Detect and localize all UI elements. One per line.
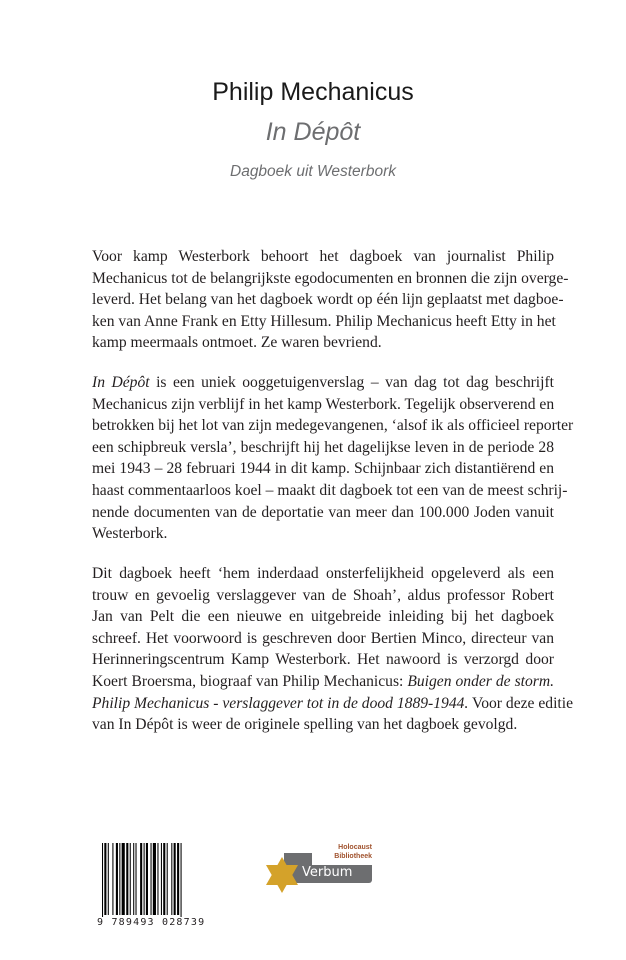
barcode-bar	[102, 843, 103, 919]
paragraph-2	[92, 372, 574, 545]
barcode-bar	[161, 843, 162, 915]
logo-name: Verbum	[302, 865, 353, 880]
text-line: van In Dépôt is weer de originele spelling van het dagboek gevolgd.	[92, 716, 518, 734]
barcode-bar	[126, 843, 128, 915]
paragraph-3	[92, 563, 573, 736]
barcode-bar	[177, 843, 179, 915]
barcode-bar	[167, 843, 168, 915]
barcode-bar	[174, 843, 176, 915]
author-name: Philip Mechanicus	[212, 78, 414, 106]
logo-line1: Holocaust	[338, 844, 372, 851]
book-title: In Dépôt	[265, 118, 361, 146]
text-line: Mechanicus tot de belangrijkste egodocumenten en bronnen die zijn overge-	[92, 269, 569, 287]
barcode-bar	[133, 843, 134, 915]
barcode-bar	[119, 843, 120, 915]
isbn-number: 9 789493 028739	[97, 917, 206, 928]
text-line	[92, 671, 554, 693]
star-icon	[262, 855, 302, 895]
logo-line2: Bibliotheek	[334, 853, 372, 860]
barcode-bar	[135, 843, 136, 915]
text-line: kamp meermaals ontmoet. Ze waren bevriend.	[92, 334, 382, 352]
book-subtitle: Dagboek uit Westerbork	[230, 163, 396, 180]
barcode-bar	[112, 843, 113, 915]
text-line: Herinneringscentrum Kamp Westerbork. Het nawoord is verzorgd door	[92, 651, 554, 669]
text-line: mei 1943 – 28 februari 1944 in dit kamp. Schijnbaar zich distantiërend en	[92, 460, 554, 478]
text-line: leverd. Het belang van het dagboek wordt op één lijn geplaatst met dagboe-	[92, 291, 564, 309]
text-line: Dit dagboek heeft ‘hem inderdaad onsterfelijkheid opgeleverd als een	[92, 565, 554, 582]
barcode-bar	[108, 843, 109, 915]
barcode-bar	[140, 843, 142, 915]
italic-title: In Dépôt	[92, 374, 150, 391]
text-line: betrokken bij het lot van zijn medegevangenen, ‘alsof ik als officieel reporter	[92, 417, 574, 435]
barcode	[96, 843, 206, 928]
barcode-bar	[130, 843, 131, 915]
text-line: nende documenten van de deportatie van meer dan 100.000 Joden vanuit	[92, 503, 554, 521]
italic-title: Philip Mechanicus - verslaggever tot in de dood 1889-1944.	[92, 694, 469, 712]
text-span: Koert Broersma, biograaf van Philip Mechanicus:	[92, 672, 408, 690]
barcode-bar	[151, 843, 152, 915]
text-line: Jan van Pelt die een nieuwe en uitgebreide inleiding bij het dagboek	[92, 608, 554, 626]
text-line: trouw en gevoelig verslaggever van de Shoah’, aldus professor Robert	[92, 586, 554, 604]
barcode-bar	[116, 843, 118, 915]
barcode-bar	[181, 843, 182, 919]
barcode-bar	[163, 843, 165, 915]
text-line	[92, 372, 554, 394]
text-line: een schipbreuk versla’, beschrijft hij het dagelijkse leven in de periode 28	[92, 438, 554, 456]
barcode-bar	[144, 843, 145, 915]
italic-title: Buigen onder de storm.	[407, 672, 554, 690]
paragraph-1	[92, 246, 569, 354]
text-line: ken van Anne Frank en Etty Hillesum. Philip Mechanicus heeft Etty in het	[92, 312, 556, 330]
text-line	[92, 693, 573, 715]
text-span: Voor deze editie	[468, 694, 573, 712]
barcode-bar	[171, 843, 172, 915]
text-line: Westerbork.	[92, 525, 168, 543]
barcode-bar	[146, 843, 148, 915]
barcode-bar	[104, 843, 106, 915]
text-line: schreef. Het voorwoord is geschreven door Bertien Minco, directeur van	[92, 629, 554, 647]
logo-label	[312, 843, 372, 865]
barcode-bar	[157, 843, 158, 915]
text-line: Mechanicus zijn verblijf in het kamp Westerbork. Tegelijk observerend en	[92, 395, 555, 413]
text-line: Voor kamp Westerbork behoort het dagboek van journalist Philip	[92, 248, 554, 265]
text-span: is een uniek ooggetuigenverslag – van dag tot dag beschrijft	[149, 374, 554, 391]
text-line: haast commentaarloos koel – maakt dit dagboek tot een van de meest schrij-	[92, 481, 568, 499]
barcode-bar	[153, 843, 156, 915]
publisher-logo	[262, 843, 372, 899]
barcode-bar	[122, 843, 125, 915]
